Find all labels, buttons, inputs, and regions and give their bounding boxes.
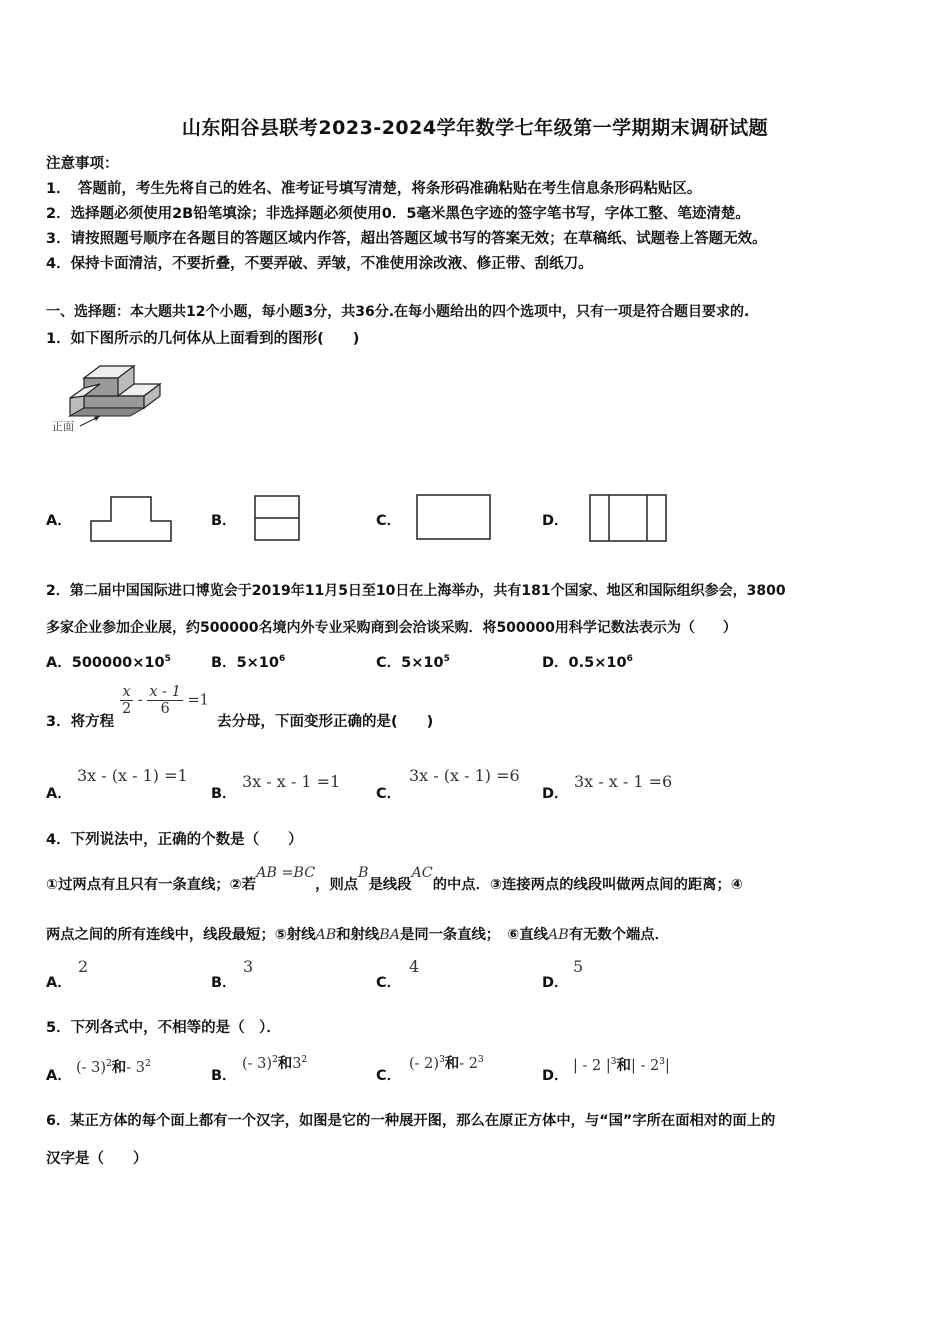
q4-l2-math-1: AB — [315, 927, 337, 943]
q4-l1-text-a: ①过两点有且只有一条直线；②若 — [46, 877, 257, 893]
q2-option-c-base: 5×10 — [401, 655, 444, 671]
q5-c-left-exp: 3 — [439, 1055, 445, 1066]
q5-c-right-exp: 3 — [478, 1055, 484, 1066]
q4-option-d-value: 5 — [573, 957, 584, 976]
q4-l1-math-3: AC — [411, 865, 433, 881]
q3-option-d-label: D． — [542, 786, 569, 802]
q3-frac1-num: x — [120, 684, 133, 701]
q2-option-a-base: 500000×10 — [71, 655, 165, 671]
q5-c-right: - 2 — [459, 1056, 479, 1072]
q4-option-a-label: A． — [46, 975, 72, 991]
notice-item-2: 2．选择题必须使用2B铅笔填涂；非选择题必须使用0．5毫米黑色字迹的签字笔书写，字体工整、笔迹清楚。 — [46, 206, 750, 222]
section-heading: 一、选择题：本大题共12个小题，每小题3分，共36分.在每小题给出的四个选项中，只有一项是符合题目要求的. — [46, 304, 750, 320]
q3-frac2-num: x - 1 — [149, 684, 181, 700]
notice-item-3: 3．请按照题号顺序在各题目的答题区域内作答，超出答题区域书写的答案无效；在草稿纸、试题卷上答题无效。 — [46, 231, 767, 247]
q5-option-c-label: C． — [376, 1068, 402, 1084]
q2-option-a — [46, 651, 171, 672]
q4-l2-math-2: BA — [379, 927, 401, 943]
q2-option-c — [376, 651, 450, 672]
q5-a-left: (- 3) — [76, 1060, 107, 1076]
notice-heading: 注意事项： — [46, 156, 119, 172]
q3-option-a-label: A． — [46, 786, 72, 802]
q4-l2-text-a: 两点之间的所有连线中，线段最短；⑤射线 — [46, 927, 316, 943]
q1-option-a-figure — [89, 494, 175, 544]
q5-b-and: 和 — [277, 1056, 293, 1072]
q2-option-c-exp: 5 — [443, 654, 450, 665]
q5-option-b — [242, 1052, 307, 1073]
q5-stem: 5．下列各式中，不相等的是（ ）． — [46, 1020, 281, 1036]
q4-option-a-value: 2 — [78, 957, 89, 976]
q5-option-d — [573, 1054, 670, 1075]
q3-fraction-1 — [120, 684, 133, 717]
q4-option-b-value: 3 — [243, 957, 254, 976]
q5-d-and: 和 — [616, 1058, 631, 1074]
q6-line-2: 汉字是（ ） — [46, 1151, 148, 1167]
q5-b-left: (- 3) — [242, 1056, 273, 1072]
q2-option-b-exp: 6 — [278, 654, 286, 665]
q3-minus: - — [137, 692, 143, 709]
q1-option-d-label: D． — [542, 513, 569, 529]
q4-l2-text-d: 有无数个端点． — [568, 927, 669, 943]
q4-l1-math-1: AB =BC — [256, 865, 316, 881]
q4-stem: 4．下列说法中，正确的个数是（ ） — [46, 832, 303, 848]
q3-suffix: 去分母，下面变形正确的是( ) — [217, 714, 434, 730]
q2-line-1: 2．第二届中国国际进口博览会于2019年11月5日至10日在上海举办，共有181个国家、地区和国际组织参会，3800 — [46, 583, 786, 599]
q1-front-label: 正面 — [52, 420, 74, 433]
q5-c-left: (- 2) — [409, 1056, 440, 1072]
q6-line-1: 6．某正方体的每个面上都有一个汉字，如图是它的一种展开图，那么在原正方体中，与“国”字所在面相对的面上的 — [46, 1113, 776, 1129]
q2-option-c-label: C． — [376, 655, 402, 671]
q4-l1-text-c: 是线段 — [368, 877, 412, 893]
q1-stem: 1．如下图所示的几何体从上面看到的图形( ) — [46, 331, 360, 347]
q3-frac1-den: 2 — [122, 701, 132, 717]
q3-eq: =1 — [187, 692, 209, 709]
q5-option-d-label: D． — [542, 1068, 569, 1084]
q4-l1-math-2: B — [358, 865, 369, 881]
q3-option-c-label: C． — [376, 786, 402, 802]
q2-line-2: 多家企业参加企业展，约500000名境内外专业采购商到会洽谈采购．将500000用科学记数法表示为（ ） — [46, 620, 737, 636]
q5-option-b-label: B． — [211, 1068, 237, 1084]
notice-item-4: 4．保持卡面清洁，不要折叠，不要弄破、弄皱，不准使用涂改液、修正带、刮纸刀。 — [46, 256, 593, 272]
q4-l2-math-3: AB — [547, 927, 569, 943]
q3-option-b-label: B． — [211, 786, 237, 802]
q3-fraction-2 — [147, 684, 183, 717]
q3-option-d-expr: 3x - x - 1 =6 — [574, 772, 673, 791]
q2-option-d-label: D． — [542, 655, 569, 671]
q5-b-left-exp: 2 — [272, 1055, 278, 1066]
q4-option-b-label: B． — [211, 975, 237, 991]
q3-prefix: 3．将方程 — [46, 714, 115, 730]
q2-option-a-exp: 5 — [164, 654, 171, 665]
q5-a-and: 和 — [111, 1060, 127, 1076]
q5-d-right-exp: 3 — [659, 1057, 665, 1068]
q5-a-right: - 3 — [126, 1060, 146, 1076]
q4-l1-text-d: 的中点．③连接两点的线段叫做两点间的距离；④ — [432, 877, 743, 893]
q1-option-b-label: B． — [211, 513, 237, 529]
q1-option-a-label: A． — [46, 513, 72, 529]
q4-l1-text-b: ，则点 — [315, 877, 359, 893]
q2-option-a-label: A． — [46, 655, 72, 671]
q5-d-right: | - 2 — [630, 1058, 660, 1074]
q2-option-d-exp: 6 — [626, 654, 633, 665]
q2-option-d — [542, 651, 633, 672]
page-title: 山东阳谷县联考2023-2024学年数学七年级第一学期期末调研试题 — [181, 117, 769, 139]
q3-equation — [120, 684, 209, 717]
q2-option-b-label: B． — [211, 655, 237, 671]
q2-option-d-base: 0.5×10 — [568, 655, 627, 671]
q4-option-d-label: D． — [542, 975, 569, 991]
q3-option-a-expr: 3x - (x - 1) =1 — [77, 766, 188, 785]
q1-option-b-figure — [253, 494, 303, 544]
q5-option-c — [409, 1052, 484, 1073]
q5-d-left: | - 2 | — [573, 1058, 611, 1074]
q4-line-1 — [46, 865, 743, 894]
q4-option-c-label: C． — [376, 975, 402, 991]
q4-l2-text-c: 是同一条直线； ⑥直线 — [400, 927, 548, 943]
q5-option-a-label: A． — [46, 1068, 72, 1084]
q3-option-b-expr: 3x - x - 1 =1 — [242, 772, 341, 791]
q3-frac2-den: 6 — [160, 701, 170, 717]
q5-c-and: 和 — [444, 1056, 460, 1072]
q5-d-right-bar: | — [664, 1058, 670, 1074]
q3-option-c-expr: 3x - (x - 1) =6 — [409, 766, 520, 785]
q5-b-right-exp: 2 — [301, 1055, 308, 1066]
q1-option-c-figure — [416, 494, 494, 544]
q4-option-c-value: 4 — [409, 957, 420, 976]
q2-option-b-base: 5×10 — [236, 655, 279, 671]
notice-item-1: 1． 答题前，考生先将自己的姓名、准考证号填写清楚，将条形码准确粘贴在考生信息条形码粘贴区。 — [46, 181, 702, 197]
q4-l2-text-b: 和射线 — [336, 927, 380, 943]
q5-option-a — [76, 1056, 151, 1077]
q2-option-b — [211, 651, 285, 672]
q1-option-c-label: C． — [376, 513, 402, 529]
q5-d-left-exp: 3 — [610, 1057, 617, 1068]
q1-option-d-figure — [588, 493, 670, 545]
q5-a-right-exp: 2 — [145, 1059, 151, 1070]
q5-b-right: 3 — [292, 1056, 302, 1072]
q5-a-left-exp: 2 — [106, 1059, 112, 1070]
q4-line-2 — [46, 924, 669, 944]
